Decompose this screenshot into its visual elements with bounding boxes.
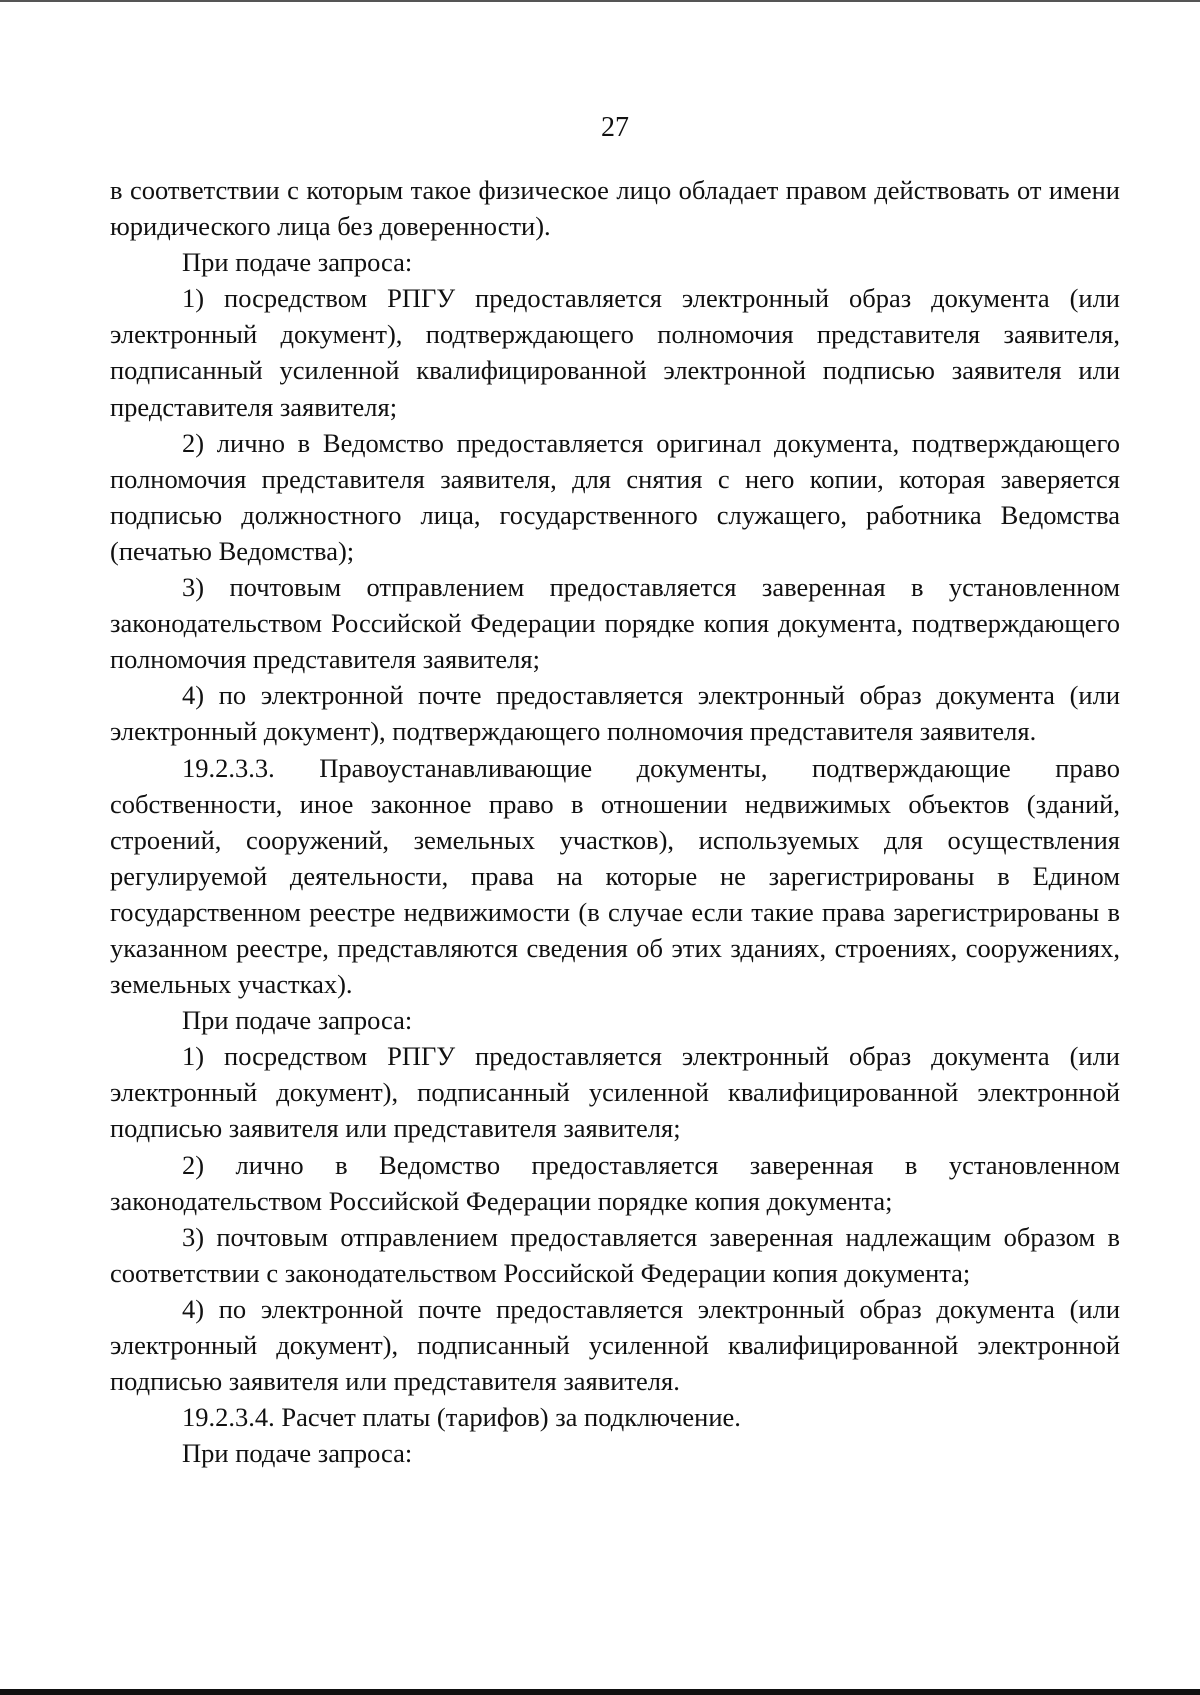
paragraph-submission-heading: При подаче запроса: [182,1005,413,1036]
page-number: 27 [601,112,629,143]
paragraph-item-4: 4) по электронной почте предоставляется электронный образ документа (или электронный документ), подтверждающего полномочия представителя заявителя. [110,680,1120,747]
paragraph-item-1: 1) посредством РПГУ предоставляется электронный образ документа (или электронный документ), подтверждающего полномочия представителя заявителя, подписанный усиленной квалифицированной электронной подписью заявителя или представителя заявителя; [110,283,1120,422]
paragraph-item-1: 1) посредством РПГУ предоставляется электронный образ документа (или электронный документ), подписанный усиленной квалифицированной электронной подписью заявителя или представителя заявителя; [110,1041,1120,1144]
paragraph-submission-heading: При подаче запроса: [182,247,413,278]
paragraph-section-19-2-3-4: 19.2.3.4. Расчет платы (тарифов) за подключение. [182,1402,741,1433]
scan-bottom-border [0,1689,1200,1695]
document-body [110,172,1120,1471]
paragraph-item-2: 2) лично в Ведомство предоставляется оригинал документа, подтверждающего полномочия представителя заявителя, для снятия с него копии, которая заверяется подписью должностного лица, государственного служащего, работника Ведомства (печатью Ведомства); [110,427,1120,566]
paragraph-item-4: 4) по электронной почте предоставляется электронный образ документа (или электронный документ), подписанный усиленной квалифицированной электронной подписью заявителя или представителя заявителя. [110,1293,1120,1397]
paragraph-submission-heading: При подаче запроса: [182,1438,413,1469]
paragraph-section-19-2-3-3: 19.2.3.3. Правоустанавливающие документы, подтверждающие право собственности, иное законное право в отношении недвижимых объектов (зданий, строений, сооружений, земельных участков), используемых для осуществления регулируемой деятельности, права на которые не зарегистрированы в Едином государственном реестре недвижимости (в случае если такие права зарегистрированы в указанном реестре, представляются сведения об этих зданиях, строениях, сооружениях, земельных участках). [110,752,1120,1000]
paragraph-continuation: в соответствии с которым такое физическое лицо обладает правом действовать от имени юридического лица без доверенности). [110,175,1120,242]
scan-top-border [0,0,1200,2]
paragraph-item-2: 2) лично в Ведомство предоставляется заверенная в установленном законодательством Российской Федерации порядке копия документа; [110,1149,1120,1216]
paragraph-item-3: 3) почтовым отправлением предоставляется заверенная в установленном законодательством Российской Федерации порядке копия документа, подтверждающего полномочия представителя заявителя; [110,572,1120,675]
paragraph-item-3: 3) почтовым отправлением предоставляется заверенная надлежащим образом в соответствии с законодательством Российской Федерации копия документа; [110,1221,1120,1288]
